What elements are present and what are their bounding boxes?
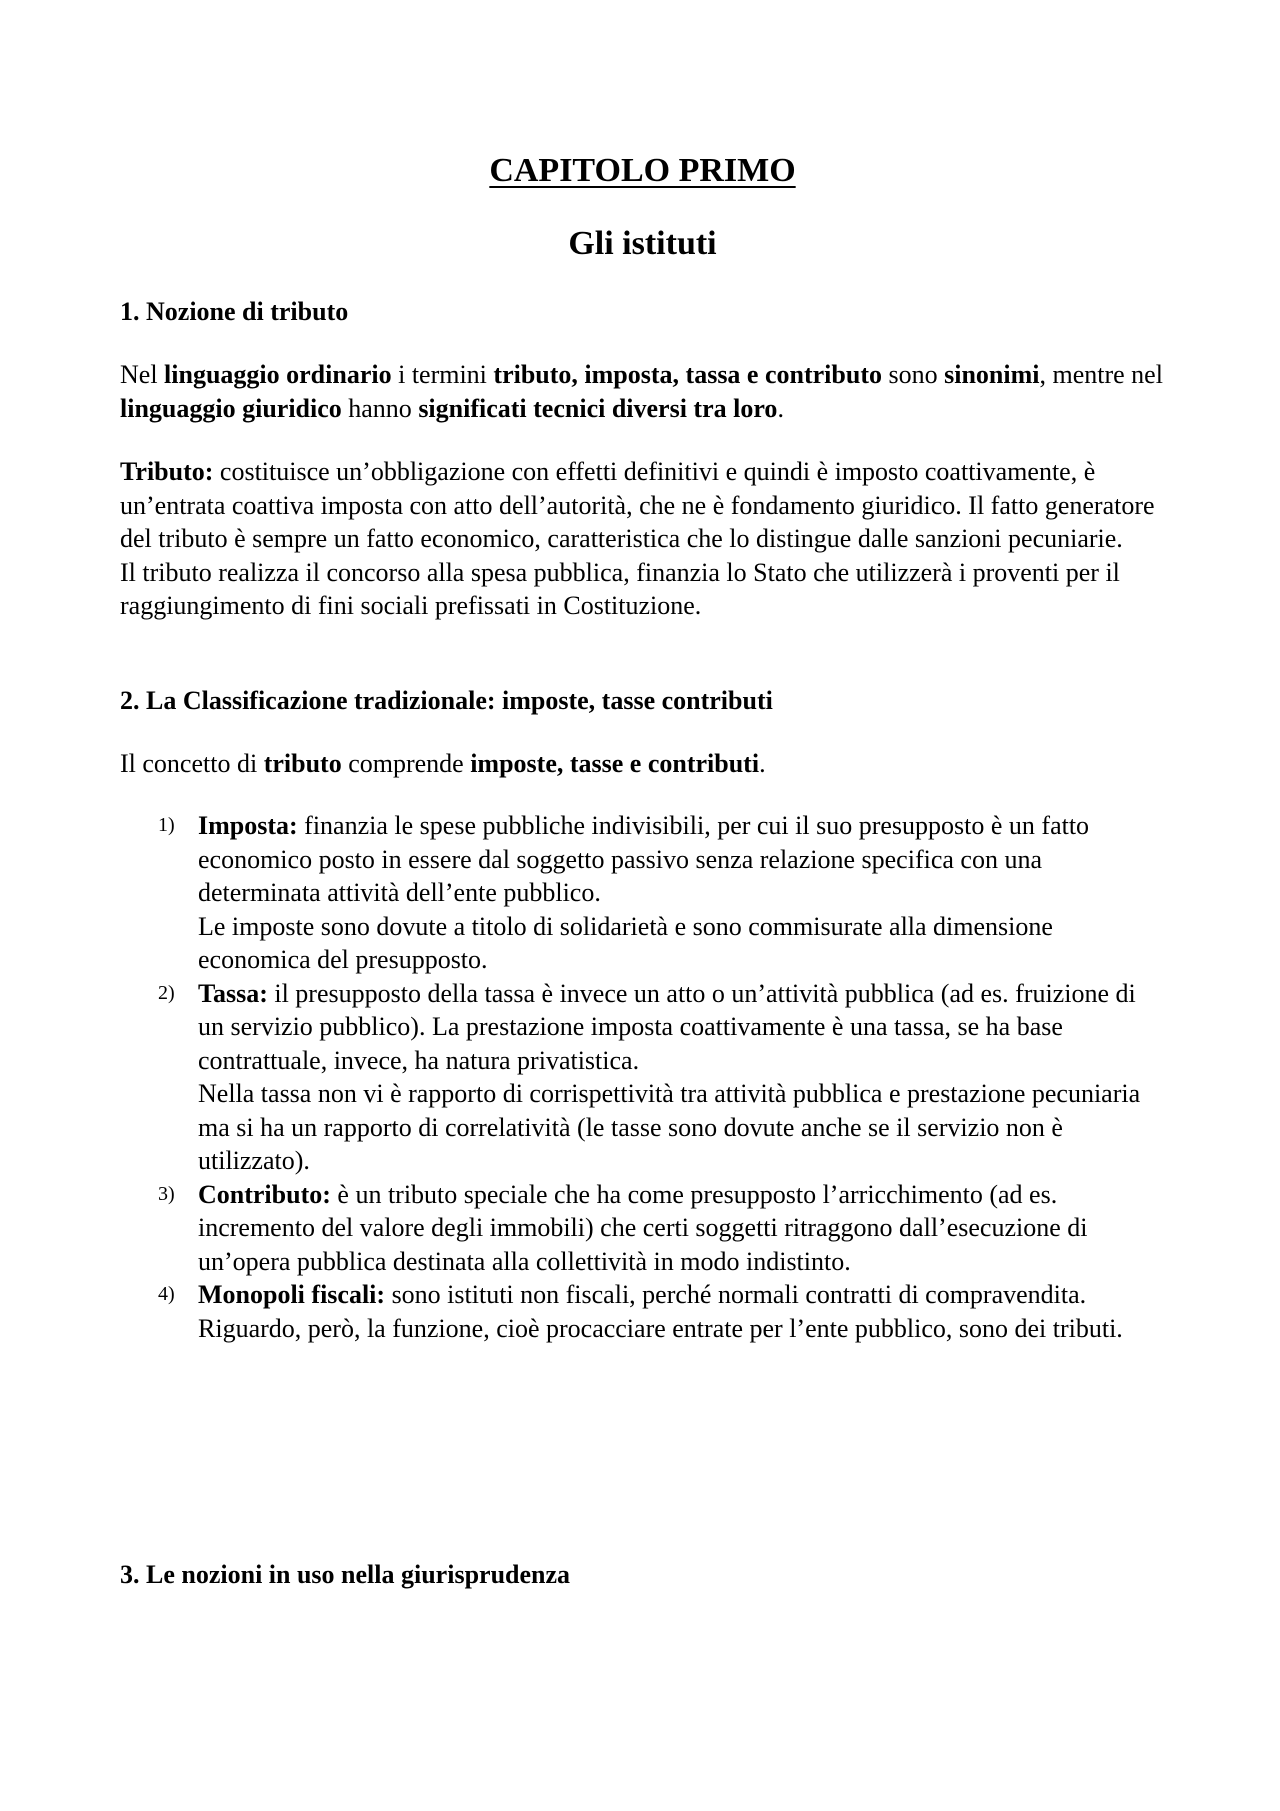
list-number: 1): [158, 814, 175, 836]
tributo-definition: [120, 455, 1165, 623]
tributo-paragraph: Tributo: costituisce un’obbligazione con effetti definitivi e quindi è imposto coattivamente, è un’entrata coattiva imposta con atto dell’autorità, che ne è fondamento giuridico. Il fatto generatore del tributo è sempre un fatto economico, caratteristica che lo distingue dalle sanzioni pecuniarie.: [120, 457, 1155, 553]
chapter-subtitle: Gli istituti: [568, 225, 717, 262]
list-item-imposta: 1) Imposta: finanzia le spese pubbliche indivisibili, per cui il suo presupposto è un fatto economico posto in essere dal soggetto passivo senza relazione specifica con una determinata attività dell’ente pubblico. Le imposte sono dovute a titolo di solidarietà e sono commisurate alla dimensione economica del presupposto.: [158, 811, 1090, 974]
tributo-paragraph-2: Il tributo realizza il concorso alla spesa pubblica, finanzia lo Stato che utilizzerà i proventi per il raggiungimento di fini sociali prefissati in Costituzione.: [120, 557, 1120, 620]
section-2-intro: Il concetto di tributo comprende imposte, tasse e contributi.: [120, 749, 766, 778]
classification-list: [120, 809, 1165, 1345]
list-item-tassa: 2) Tassa: il presupposto della tassa è invece un atto o un’attività pubblica (ad es. fruizione di un servizio pubblico). La prestazione imposta coattivamente è una tassa, se ha base contrattuale, invece, ha natura privatistica. Nella tassa non vi è rapporto di corrispettività tra attività pubblica e prestazione pecuniaria ma si ha un rapporto di correlatività (le tasse sono dovute anche se il servizio non è utilizzato).: [158, 978, 1141, 1175]
section-2-heading: 2. La Classificazione tradizionale: imposte, tasse contributi: [120, 686, 773, 715]
list-item-contributo: 3) Contributo: è un tributo speciale che ha come presupposto l’arricchimento (ad es. incremento del valore degli immobili) che certi soggetti ritraggono dall’esecuzione di un’opera pubblica destinata alla collettività in modo indistinto.: [158, 1179, 1088, 1276]
list-number: 4): [158, 1283, 175, 1305]
section-1-heading: 1. Nozione di tributo: [120, 297, 349, 326]
list-number: 2): [158, 981, 175, 1004]
list-item-monopoli-fiscali: 4) Monopoli fiscali: sono istituti non fiscali, perché normali contratti di compravendita. Riguardo, però, la funzione, cioè procacciare entrate per l’ente pubblico, sono dei tributi.: [158, 1280, 1123, 1343]
list-number: 3): [158, 1182, 175, 1205]
section-3-heading: 3. Le nozioni in uso nella giurisprudenza: [120, 1560, 571, 1589]
chapter-title: CAPITOLO PRIMO: [489, 152, 796, 189]
section-1-intro: Nel linguaggio ordinario i termini tributo, imposta, tassa e contributo sono sinonimi, mentre nel linguaggio giuridico hanno significati tecnici diversi tra loro.: [120, 360, 1163, 423]
